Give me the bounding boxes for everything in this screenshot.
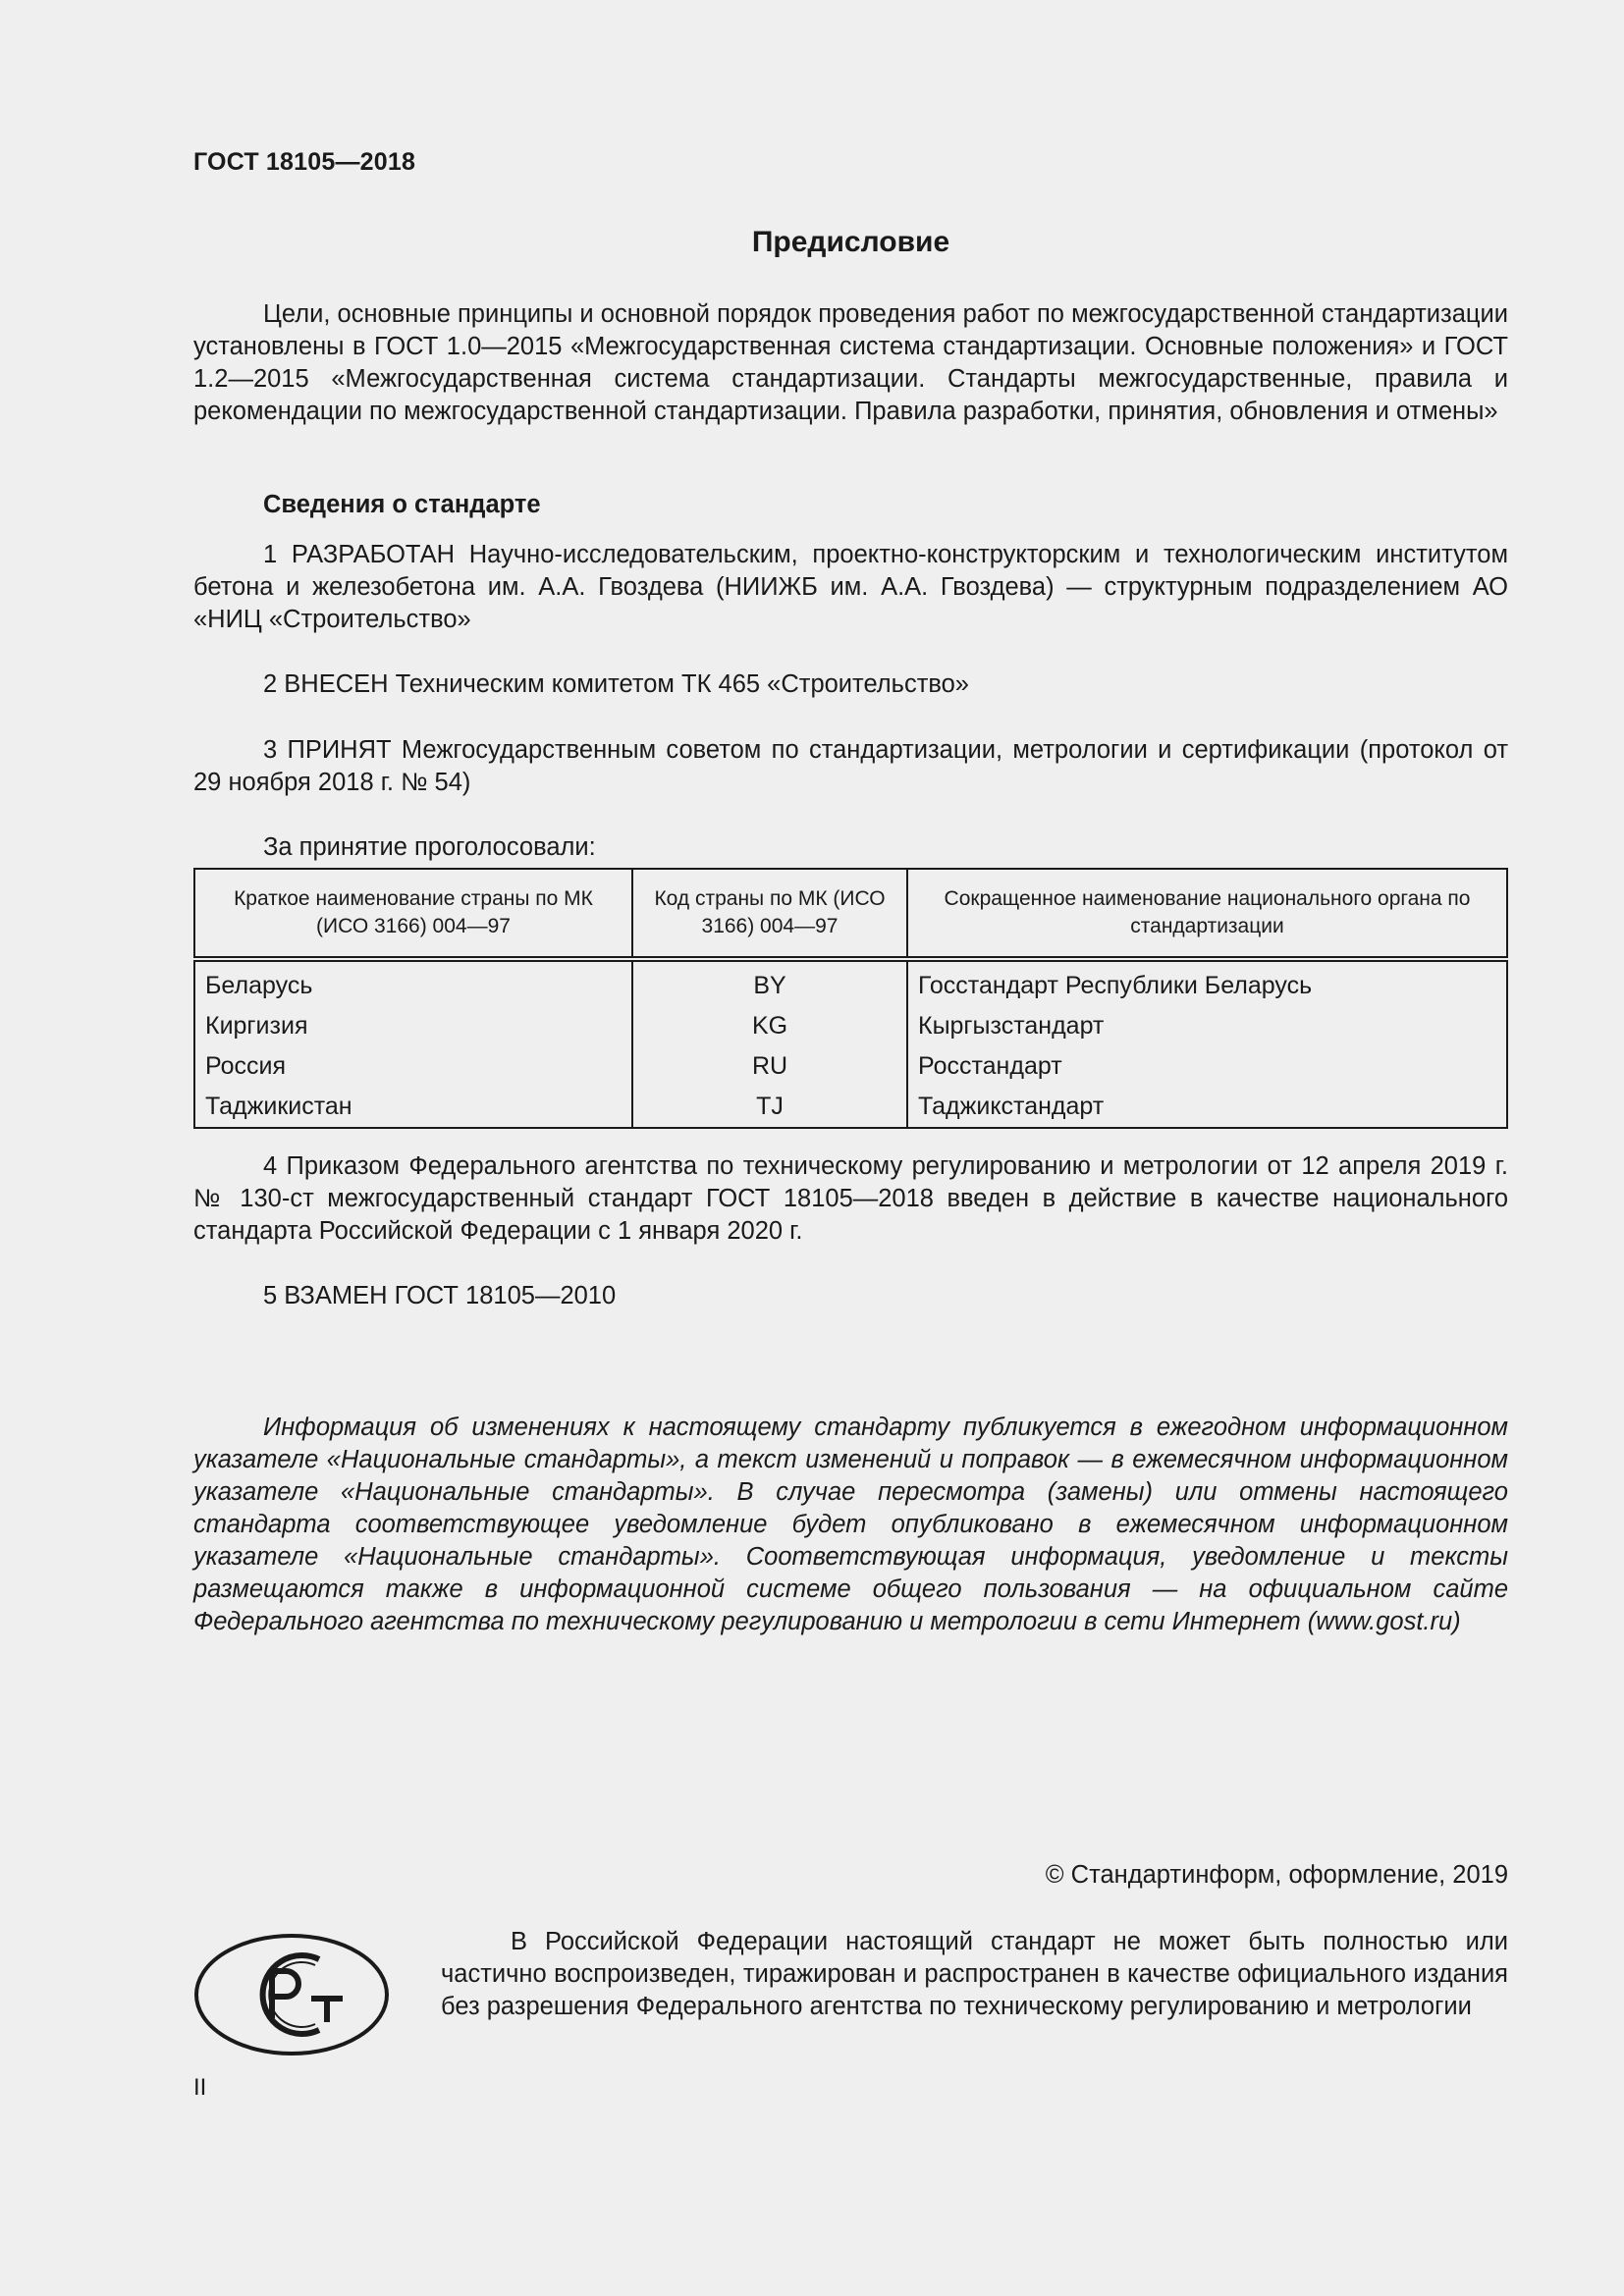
info-item-1: 1 РАЗРАБОТАН Научно-исследовательским, проектно-конструкторским и технологическим институтом бетона и железобетона им. А.А. Гвоздева (НИИЖБ им. А.А. Гвоздева) — структурным подразделением АО «НИЦ «Строительство» xyxy=(193,541,1508,633)
country-code-cell: TJ xyxy=(632,1087,907,1128)
country-code-cell: RU xyxy=(632,1046,907,1087)
column-header-code: Код страны по МК (ИСО 3166) 004—97 xyxy=(632,869,907,959)
column-header-organization: Сокращенное наименование национального органа по стандартизации xyxy=(907,869,1507,959)
standard-info-heading: Сведения о стандарте xyxy=(263,491,541,518)
vote-table-header-row xyxy=(194,869,1507,959)
column-header-country: Краткое наименование страны по МК (ИСО 3166) 004—97 xyxy=(194,869,632,959)
vote-intro: За принятие проголосовали: xyxy=(263,833,596,861)
country-cell: Киргизия xyxy=(194,1006,632,1046)
country-cell: Таджикистан xyxy=(194,1087,632,1128)
organization-cell: Таджикстандарт xyxy=(907,1087,1507,1128)
country-cell: Россия xyxy=(194,1046,632,1087)
table-row xyxy=(194,1087,1507,1128)
changes-info-paragraph: Информация об изменениях к настоящему стандарту публикуется в ежегодном информационном указателе «Национальные стандарты», а текст изменений и поправок — в ежемесячном информационном указателе «Национальные стандарты». В случае пересмотра (замены) или отмены настоящего стандарта соответствующее уведомление будет опубликовано в ежемесячном информационном указателе «Национальные стандарты». Соответствующая информация, уведомление и тексты размещаются также в информационной системе общего пользования — на официальном сайте Федерального агентства по техническому регулированию и метрологии в сети Интернет (www.gost.ru) xyxy=(193,1414,1508,1635)
page-number: II xyxy=(193,2074,207,2101)
vote-table xyxy=(193,868,1508,1129)
info-item-3: 3 ПРИНЯТ Межгосударственным советом по стандартизации, метрологии и сертификации (протокол от 29 ноября 2018 г. № 54) xyxy=(193,736,1508,796)
country-cell: Беларусь xyxy=(194,959,632,1006)
info-item-4: 4 Приказом Федерального агентства по техническому регулированию и метрологии от 12 апреля 2019 г. № 130-ст межгосударственный стандарт ГОСТ 18105—2018 введен в действие в качестве национального стандарта Российской Федерации с 1 января 2020 г. xyxy=(193,1152,1508,1245)
table-row xyxy=(194,959,1507,1006)
table-row xyxy=(194,1006,1507,1046)
page-title: Предисловие xyxy=(751,226,950,258)
document-page xyxy=(193,0,1508,2296)
info-item-2: 2 ВНЕСЕН Техническим комитетом ТК 465 «Строительство» xyxy=(263,670,969,698)
table-row xyxy=(194,1046,1507,1087)
rst-certification-logo-icon xyxy=(193,1932,390,2057)
organization-cell: Росстандарт xyxy=(907,1046,1507,1087)
organization-cell: Кыргызстандарт xyxy=(907,1006,1507,1046)
intro-paragraph: Цели, основные принципы и основной порядок проведения работ по межгосударственной стандартизации установлены в ГОСТ 1.0—2015 «Межгосударственная система стандартизации. Основные положения» и ГОСТ 1.2—2015 «Межгосударственная система стандартизации. Стандарты межгосударственные, правила и рекомендации по межгосударственной стандартизации. Правила разработки, принятия, обновления и отмены» xyxy=(193,300,1508,425)
copyright-line: © Стандартинформ, оформление, 2019 xyxy=(1045,1861,1508,1889)
copyright-notice: В Российской Федерации настоящий стандарт не может быть полностью или частично воспроизведен, тиражирован и распространен в качестве официального издания без разрешения Федерального агентства по техническому регулированию и метрологии xyxy=(441,1928,1508,2020)
country-code-cell: BY xyxy=(632,959,907,1006)
info-item-5: 5 ВЗАМЕН ГОСТ 18105—2010 xyxy=(263,1282,617,1309)
country-code-cell: KG xyxy=(632,1006,907,1046)
organization-cell: Госстандарт Республики Беларусь xyxy=(907,959,1507,1006)
document-code-header: ГОСТ 18105—2018 xyxy=(193,148,416,176)
